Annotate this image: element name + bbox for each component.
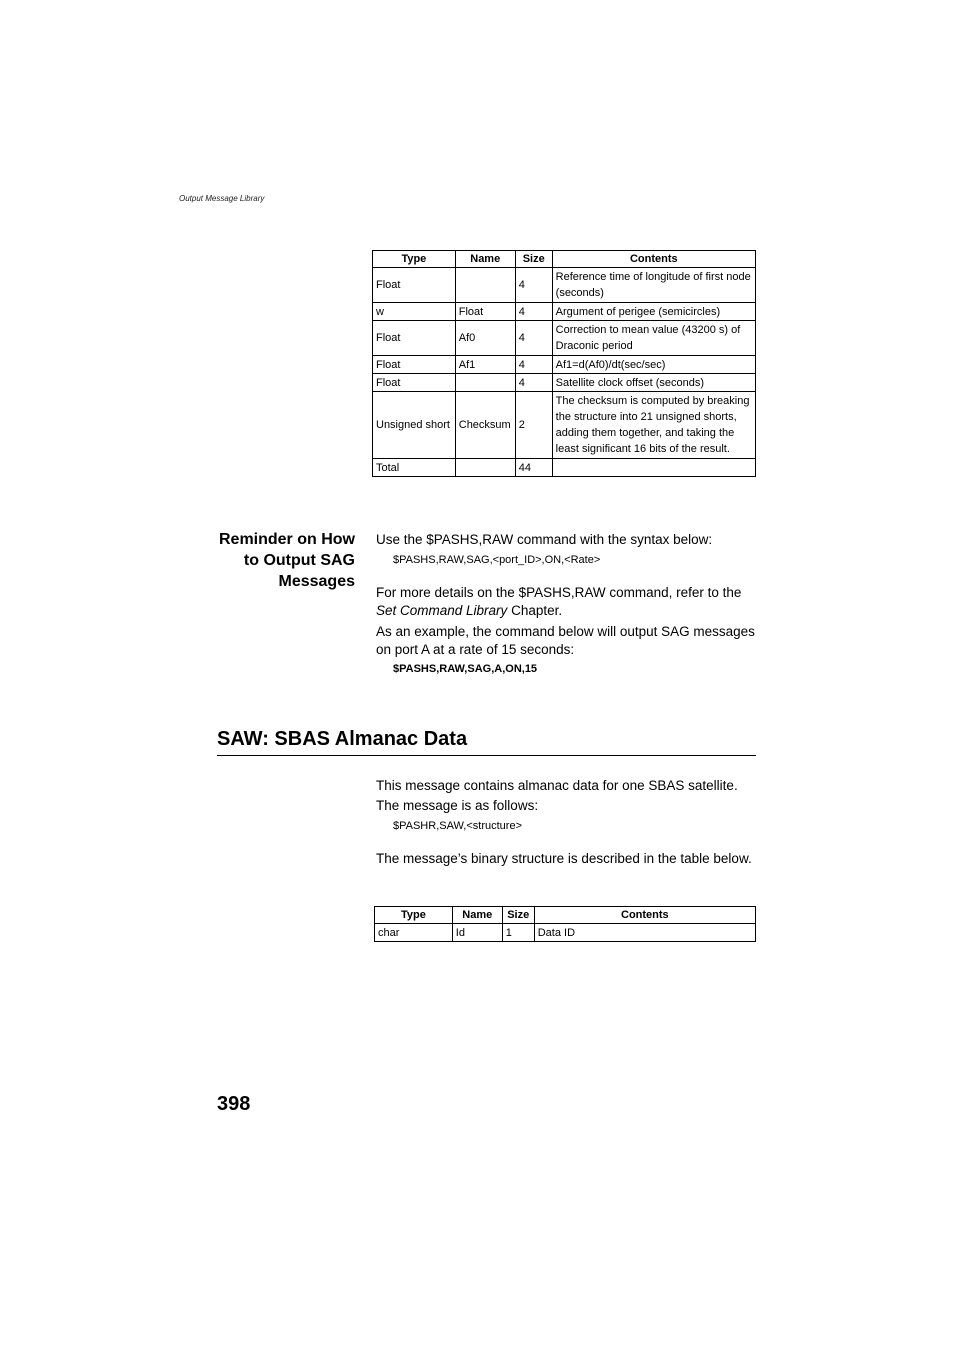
cell-type: Float bbox=[373, 356, 456, 374]
cell-contents: Af1=d(Af0)/dt(sec/sec) bbox=[552, 356, 755, 374]
column-header-size: Size bbox=[515, 251, 552, 268]
cell-contents: Data ID bbox=[534, 924, 755, 942]
cell-type: char bbox=[375, 924, 453, 942]
cell-type: Total bbox=[373, 459, 456, 477]
cell-name bbox=[455, 374, 515, 392]
saw-binary-desc: The message’s binary structure is described in the table below. bbox=[376, 851, 752, 866]
running-head: Output Message Library bbox=[179, 194, 265, 203]
cell-name: Float bbox=[455, 303, 515, 321]
saw-description: This message contains almanac data for one SBAS satellite. bbox=[376, 778, 738, 793]
column-header-type: Type bbox=[375, 907, 453, 924]
saw-structure-table bbox=[374, 906, 756, 942]
set-command-library-ref: Set Command Library bbox=[376, 603, 508, 618]
reminder-details bbox=[376, 584, 761, 620]
cell-type: Float bbox=[373, 268, 456, 303]
table-row bbox=[375, 924, 756, 942]
cell-contents: Argument of perigee (semicircles) bbox=[552, 303, 755, 321]
table-header-row bbox=[373, 251, 756, 268]
cell-type: Float bbox=[373, 321, 456, 356]
cell-contents: Correction to mean value (43200 s) of Draconic period bbox=[552, 321, 755, 356]
saw-format: $PASHR,SAW,<structure> bbox=[393, 820, 522, 832]
table-row bbox=[373, 303, 756, 321]
table-row bbox=[373, 321, 756, 356]
page-number: 398 bbox=[217, 1093, 251, 1115]
table-row bbox=[373, 392, 756, 459]
details-prefix: For more details on the $PASHS,RAW command, refer to the bbox=[376, 585, 742, 600]
reminder-heading: Reminder on How to Output SAG Messages bbox=[218, 531, 355, 590]
cell-type: Float bbox=[373, 374, 456, 392]
column-header-name: Name bbox=[455, 251, 515, 268]
table-header-row bbox=[375, 907, 756, 924]
table-row bbox=[373, 356, 756, 374]
cell-size: 4 bbox=[515, 303, 552, 321]
column-header-name: Name bbox=[452, 907, 502, 924]
table-row bbox=[373, 374, 756, 392]
cell-size: 1 bbox=[502, 924, 534, 942]
cell-name: Id bbox=[452, 924, 502, 942]
cell-type: w bbox=[373, 303, 456, 321]
reminder-example-command: $PASHS,RAW,SAG,A,ON,15 bbox=[393, 663, 538, 675]
cell-contents: Reference time of longitude of first node (seconds) bbox=[552, 268, 755, 303]
cell-name: Af1 bbox=[455, 356, 515, 374]
section-title: SAW: SBAS Almanac Data bbox=[217, 728, 756, 756]
cell-name bbox=[455, 459, 515, 477]
cell-name: Af0 bbox=[455, 321, 515, 356]
details-suffix: Chapter. bbox=[507, 603, 563, 618]
saw-as-follows: The message is as follows: bbox=[376, 798, 539, 813]
table-row bbox=[373, 268, 756, 303]
reminder-example-text: As an example, the command below will output SAG messages on port A at a rate of 15 seconds: bbox=[376, 624, 755, 657]
cell-size: 4 bbox=[515, 356, 552, 374]
cell-name bbox=[455, 268, 515, 303]
cell-type: Unsigned short bbox=[373, 392, 456, 459]
cell-size: 2 bbox=[515, 392, 552, 459]
reminder-syntax: $PASHS,RAW,SAG,<port_ID>,ON,<Rate> bbox=[393, 554, 601, 566]
cell-size: 4 bbox=[515, 268, 552, 303]
column-header-size: Size bbox=[502, 907, 534, 924]
cell-name: Checksum bbox=[455, 392, 515, 459]
column-header-contents: Contents bbox=[552, 251, 755, 268]
cell-size: 4 bbox=[515, 321, 552, 356]
table-row-total bbox=[373, 459, 756, 477]
reminder-intro: Use the $PASHS,RAW command with the syntax below: bbox=[376, 532, 713, 547]
cell-contents bbox=[552, 459, 755, 477]
cell-size: 44 bbox=[515, 459, 552, 477]
cell-contents: Satellite clock offset (seconds) bbox=[552, 374, 755, 392]
cell-size: 4 bbox=[515, 374, 552, 392]
column-header-type: Type bbox=[373, 251, 456, 268]
cell-contents: The checksum is computed by breaking the structure into 21 unsigned shorts, adding them together, and taking the least significant 16 bits of the result. bbox=[552, 392, 755, 459]
structure-table-continued bbox=[372, 250, 756, 477]
column-header-contents: Contents bbox=[534, 907, 755, 924]
